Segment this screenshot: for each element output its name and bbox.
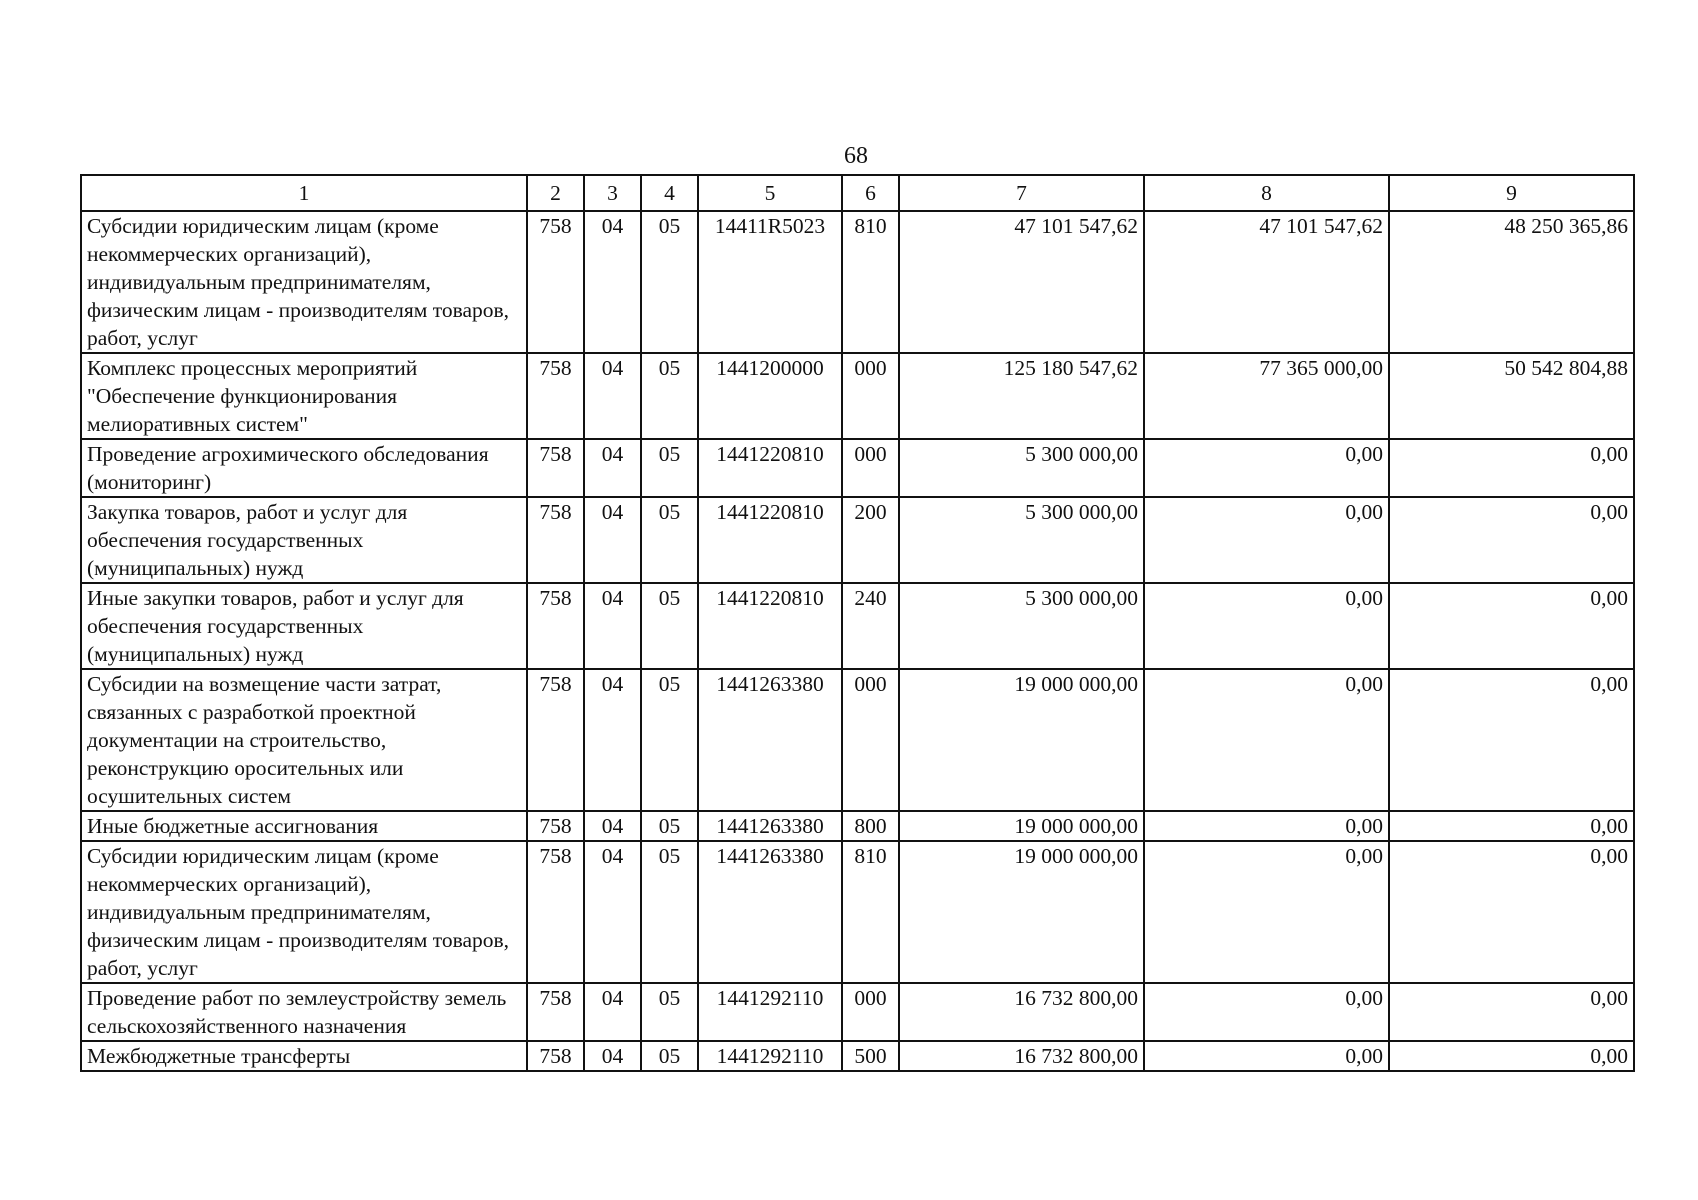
row-amount-col7: 19 000 000,00 — [899, 669, 1144, 811]
row-amount-col7: 5 300 000,00 — [899, 497, 1144, 583]
row-amount-col9: 0,00 — [1389, 983, 1634, 1041]
row-amount-col8: 0,00 — [1144, 669, 1389, 811]
row-name: Межбюджетные трансферты — [81, 1041, 527, 1071]
row-amount-col8: 0,00 — [1144, 583, 1389, 669]
row-section-code: 04 — [584, 439, 641, 497]
row-section-code: 04 — [584, 841, 641, 983]
row-expense-type: 800 — [842, 811, 899, 841]
row-ministry-code: 758 — [527, 439, 584, 497]
row-name: Комплекс процессных мероприятий "Обеспечение функционирования мелиоративных систем" — [81, 353, 527, 439]
row-expense-type: 000 — [842, 439, 899, 497]
row-ministry-code: 758 — [527, 583, 584, 669]
table-row — [81, 439, 1634, 497]
row-target-article: 1441263380 — [698, 841, 842, 983]
row-target-article: 1441220810 — [698, 439, 842, 497]
row-subsection-code: 05 — [641, 983, 698, 1041]
row-amount-col9: 0,00 — [1389, 1041, 1634, 1071]
row-name: Проведение работ по землеустройству земель сельскохозяйственного назначения — [81, 983, 527, 1041]
row-expense-type: 810 — [842, 211, 899, 353]
row-section-code: 04 — [584, 1041, 641, 1071]
row-target-article: 1441263380 — [698, 811, 842, 841]
row-name: Субсидии юридическим лицам (кроме некоммерческих организаций), индивидуальным предпринимателям, физическим лицам - производителям товаров, работ, услуг — [81, 211, 527, 353]
row-target-article: 1441292110 — [698, 983, 842, 1041]
header-col-1: 1 — [81, 175, 527, 211]
row-section-code: 04 — [584, 811, 641, 841]
row-target-article: 1441200000 — [698, 353, 842, 439]
table-body — [81, 211, 1634, 1071]
row-ministry-code: 758 — [527, 1041, 584, 1071]
row-amount-col7: 16 732 800,00 — [899, 983, 1144, 1041]
row-amount-col9: 0,00 — [1389, 583, 1634, 669]
table-row — [81, 669, 1634, 811]
row-amount-col9: 0,00 — [1389, 841, 1634, 983]
header-col-6: 6 — [842, 175, 899, 211]
row-expense-type: 000 — [842, 353, 899, 439]
row-amount-col7: 125 180 547,62 — [899, 353, 1144, 439]
row-target-article: 1441263380 — [698, 669, 842, 811]
row-section-code: 04 — [584, 583, 641, 669]
row-amount-col8: 0,00 — [1144, 1041, 1389, 1071]
row-amount-col8: 0,00 — [1144, 841, 1389, 983]
row-name: Иные закупки товаров, работ и услуг для обеспечения государственных (муниципальных) нужд — [81, 583, 527, 669]
row-amount-col8: 77 365 000,00 — [1144, 353, 1389, 439]
table-header — [81, 175, 1634, 211]
row-ministry-code: 758 — [527, 811, 584, 841]
row-subsection-code: 05 — [641, 497, 698, 583]
row-amount-col9: 0,00 — [1389, 811, 1634, 841]
row-subsection-code: 05 — [641, 669, 698, 811]
header-col-2: 2 — [527, 175, 584, 211]
header-row — [81, 175, 1634, 211]
header-col-3: 3 — [584, 175, 641, 211]
row-target-article: 1441220810 — [698, 497, 842, 583]
row-amount-col7: 5 300 000,00 — [899, 439, 1144, 497]
page-number: 68 — [844, 143, 868, 169]
table-row — [81, 841, 1634, 983]
row-amount-col9: 50 542 804,88 — [1389, 353, 1634, 439]
row-subsection-code: 05 — [641, 811, 698, 841]
row-amount-col8: 0,00 — [1144, 497, 1389, 583]
row-ministry-code: 758 — [527, 983, 584, 1041]
row-amount-col8: 47 101 547,62 — [1144, 211, 1389, 353]
row-subsection-code: 05 — [641, 583, 698, 669]
table-row — [81, 583, 1634, 669]
row-expense-type: 200 — [842, 497, 899, 583]
row-expense-type: 810 — [842, 841, 899, 983]
table-row — [81, 811, 1634, 841]
row-target-article: 1441292110 — [698, 1041, 842, 1071]
row-subsection-code: 05 — [641, 1041, 698, 1071]
row-expense-type: 240 — [842, 583, 899, 669]
row-target-article: 14411R5023 — [698, 211, 842, 353]
row-ministry-code: 758 — [527, 353, 584, 439]
row-amount-col8: 0,00 — [1144, 983, 1389, 1041]
row-amount-col9: 0,00 — [1389, 669, 1634, 811]
header-col-7: 7 — [899, 175, 1144, 211]
row-ministry-code: 758 — [527, 211, 584, 353]
budget-table — [80, 174, 1635, 1072]
row-expense-type: 000 — [842, 669, 899, 811]
row-amount-col7: 16 732 800,00 — [899, 1041, 1144, 1071]
table-row — [81, 497, 1634, 583]
row-amount-col8: 0,00 — [1144, 439, 1389, 497]
row-amount-col7: 19 000 000,00 — [899, 811, 1144, 841]
row-section-code: 04 — [584, 353, 641, 439]
header-col-5: 5 — [698, 175, 842, 211]
table-row — [81, 1041, 1634, 1071]
row-amount-col7: 47 101 547,62 — [899, 211, 1144, 353]
row-name: Субсидии юридическим лицам (кроме некоммерческих организаций), индивидуальным предпринимателям, физическим лицам - производителям товаров, работ, услуг — [81, 841, 527, 983]
row-name: Субсидии на возмещение части затрат, связанных с разработкой проектной документации на строительство, реконструкцию оросительных или осушительных систем — [81, 669, 527, 811]
row-section-code: 04 — [584, 211, 641, 353]
row-amount-col8: 0,00 — [1144, 811, 1389, 841]
row-subsection-code: 05 — [641, 841, 698, 983]
row-expense-type: 000 — [842, 983, 899, 1041]
row-amount-col9: 48 250 365,86 — [1389, 211, 1634, 353]
row-amount-col7: 19 000 000,00 — [899, 841, 1144, 983]
row-section-code: 04 — [584, 983, 641, 1041]
row-subsection-code: 05 — [641, 211, 698, 353]
row-expense-type: 500 — [842, 1041, 899, 1071]
row-amount-col9: 0,00 — [1389, 497, 1634, 583]
header-col-4: 4 — [641, 175, 698, 211]
row-ministry-code: 758 — [527, 669, 584, 811]
row-ministry-code: 758 — [527, 841, 584, 983]
row-section-code: 04 — [584, 497, 641, 583]
table-row — [81, 211, 1634, 353]
row-name: Закупка товаров, работ и услуг для обеспечения государственных (муниципальных) нужд — [81, 497, 527, 583]
row-subsection-code: 05 — [641, 439, 698, 497]
row-section-code: 04 — [584, 669, 641, 811]
row-ministry-code: 758 — [527, 497, 584, 583]
row-amount-col7: 5 300 000,00 — [899, 583, 1144, 669]
row-name: Иные бюджетные ассигнования — [81, 811, 527, 841]
row-amount-col9: 0,00 — [1389, 439, 1634, 497]
header-col-8: 8 — [1144, 175, 1389, 211]
row-name: Проведение агрохимического обследования (мониторинг) — [81, 439, 527, 497]
header-col-9: 9 — [1389, 175, 1634, 211]
row-target-article: 1441220810 — [698, 583, 842, 669]
table-row — [81, 353, 1634, 439]
row-subsection-code: 05 — [641, 353, 698, 439]
table-row — [81, 983, 1634, 1041]
